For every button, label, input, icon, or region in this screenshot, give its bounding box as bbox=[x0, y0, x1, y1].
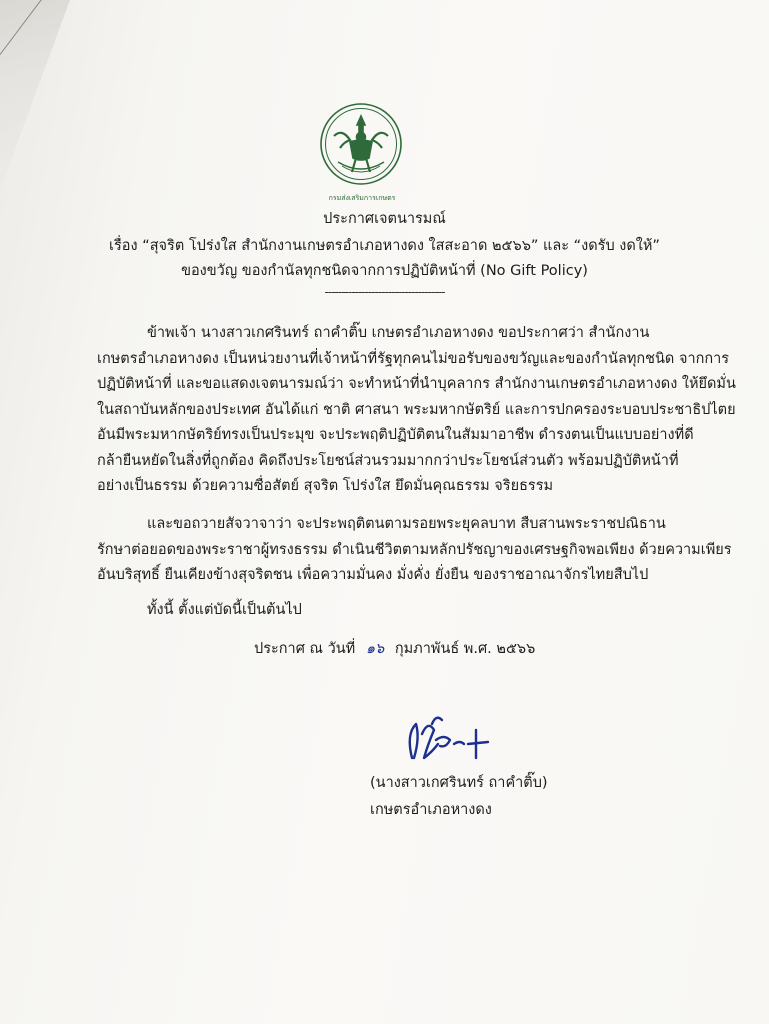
paragraph-1-line: อย่างเป็นธรรม ด้วยความซื่อสัตย์ สุจริต โปร่งใส ยึดมั่นคุณธรรม จริยธรรม bbox=[97, 478, 554, 494]
paragraph-1-line: ในสถาบันหลักของประเทศ อันได้แก่ ชาติ ศาสนา พระมหากษัตริย์ และการปกครองระบอบประชาธิปไตย bbox=[97, 402, 736, 418]
announcement-day: ๑๖ bbox=[365, 641, 385, 657]
effective-statement: ทั้งนี้ ตั้งแต่บัดนี้เป็นต้นไป bbox=[147, 602, 302, 618]
announcement-month-year: กุมภาพันธ์ พ.ศ. ๒๕๖๖ bbox=[394, 641, 536, 657]
heading-separator: ------------------------------------ bbox=[324, 285, 445, 299]
paragraph-1-line: เกษตรอำเภอหางดง เป็นหน่วยงานที่เจ้าหน้าที่รัฐทุกคนไม่ขอรับของขวัญและของกำนัลทุกชนิด จากการ bbox=[97, 351, 730, 367]
announcement-prefix: ประกาศ ณ วันที่ bbox=[254, 641, 356, 657]
paragraph-1-line: ปฏิบัติหน้าที่ และขอแสดงเจตนารมณ์ว่า จะทำหน้าที่นำบุคลากร สำนักงานเกษตรอำเภอหางดง ให้ยึดมั่น bbox=[97, 376, 736, 392]
handwritten-signature bbox=[336, 700, 526, 768]
seal-caption: กรมส่งเสริมการเกษตร bbox=[328, 194, 396, 202]
paragraph-2-line: รักษาต่อยอดของพระราชาผู้ทรงธรรม ดำเนินชีวิตตามหลักปรัชญาของเศรษฐกิจพอเพียง ด้วยความเพียร bbox=[97, 542, 732, 558]
announcement-date bbox=[254, 637, 769, 660]
signer-position: เกษตรอำเภอหางดง bbox=[370, 802, 492, 818]
document-subject-line-1: เรื่อง “สุจริต โปร่งใส สำนักงานเกษตรอำเภอหางดง ใสสะอาด ๒๕๖๖” และ “งดรับ งดให้” bbox=[109, 238, 660, 254]
paragraph-1-line: กล้ายืนหยัดในสิ่งที่ถูกต้อง คิดถึงประโยชน์ส่วนรวมมากกว่าประโยชน์ส่วนตัว พร้อมปฏิบัติหน้าที่ bbox=[97, 453, 679, 469]
paragraph-1-line: อันมีพระมหากษัตริย์ทรงเป็นประมุข จะประพฤติปฏิบัติตนในสัมมาอาชีพ ดำรงตนเป็นแบบอย่างที่ดี bbox=[97, 427, 694, 443]
document-title: ประกาศเจตนารมณ์ bbox=[323, 211, 446, 227]
paragraph-2-line: อันบริสุทธิ์ ยืนเคียงข้างสุจริตชน เพื่อความมั่นคง มั่งคั่ง ยั่งยืน ของราชอาณาจักรไทยสืบไป bbox=[97, 567, 649, 583]
signer-name: (นางสาวเกศรินทร์ ถาคำติ๊บ) bbox=[370, 775, 548, 791]
document-subject-line-2: ของขวัญ ของกำนัลทุกชนิดจากการปฏิบัติหน้าที่ (No Gift Policy) bbox=[181, 263, 588, 279]
paragraph-1-line: ข้าพเจ้า นางสาวเกศรินทร์ ถาคำติ๊บ เกษตรอำเภอหางดง ขอประกาศว่า สำนักงาน bbox=[147, 325, 650, 341]
department-of-agricultural-extension-seal-icon bbox=[316, 98, 406, 198]
page-fold-corner bbox=[0, 0, 70, 190]
paragraph-2-line: และขอถวายสัจวาจาว่า จะประพฤติตนตามรอยพระยุคลบาท สืบสานพระราชปณิธาน bbox=[147, 516, 666, 532]
